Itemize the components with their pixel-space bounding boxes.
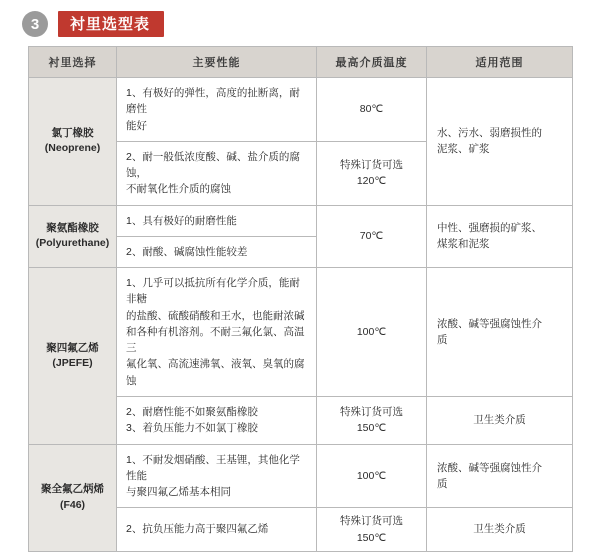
temperature-cell: 100℃ (317, 444, 427, 508)
step-badge: 3 (22, 11, 48, 37)
scope-cell: 水、污水、弱磨损性的 泥浆、矿浆 (427, 78, 573, 206)
performance-cell: 2、耐磨性能不如聚氨酯橡胶 3、着负压能力不如氯丁橡胶 (117, 396, 317, 444)
temperature-cell: 70℃ (317, 205, 427, 268)
page-title: 衬里选型表 (70, 15, 151, 33)
performance-cell: 1、具有极好的耐磨性能 (117, 205, 317, 236)
table-body (29, 78, 573, 552)
table-header-row (29, 47, 573, 78)
column-header-temperature: 最高介质温度 (317, 47, 427, 78)
table-row (29, 78, 573, 142)
scope-cell: 卫生类介质 (427, 508, 573, 552)
section-header (0, 0, 600, 36)
column-header-performance: 主要性能 (117, 47, 317, 78)
performance-cell: 1、有极好的弹性，高度的扯断离，耐磨性 能好 (117, 78, 317, 142)
lining-name-f46: 聚全氟乙炳烯 (F46) (29, 444, 117, 551)
scope-cell: 中性、强磨损的矿浆、 煤浆和泥浆 (427, 205, 573, 268)
temperature-cell: 100℃ (317, 268, 427, 397)
scope-cell: 卫生类介质 (427, 396, 573, 444)
performance-cell: 2、耐酸、碱腐蚀性能较差 (117, 236, 317, 267)
temperature-cell: 80℃ (317, 78, 427, 142)
temperature-cell: 特殊订货可选 150℃ (317, 396, 427, 444)
table-row (29, 444, 573, 508)
performance-cell: 1、几乎可以抵抗所有化学介质，能耐非糖 的盐酸、硫酸硝酸和王水，也能耐浓碱 和各种有机溶剂。不耐三氟化氯、高温三 氟化氧、高流速沸氧、液氧、臭氧的腐蚀 (117, 268, 317, 397)
table-row (29, 205, 573, 236)
lining-selection-table (28, 46, 573, 552)
lining-name-jpefe: 聚四氟乙烯 (JPEFE) (29, 268, 117, 444)
performance-cell: 2、抗负压能力高于聚四氟乙烯 (117, 508, 317, 552)
column-header-scope: 适用范围 (427, 47, 573, 78)
section-title-bar (58, 11, 164, 37)
performance-cell: 2、耐一般低浓度酸、碱、盐介质的腐蚀， 不耐氧化性介质的腐蚀 (117, 141, 317, 205)
lining-name-polyurethane: 聚氨酯橡胶 (Polyurethane) (29, 205, 117, 268)
scope-cell: 浓酸、碱等强腐蚀性介 质 (427, 444, 573, 508)
lining-name-neoprene: 氯丁橡胶 (Neoprene) (29, 78, 117, 206)
column-header-lining: 衬里选择 (29, 47, 117, 78)
temperature-cell: 特殊订货可选 150℃ (317, 508, 427, 552)
performance-cell: 1、不耐发烟硝酸、王基锂，其他化学性能 与聚四氟乙烯基本相同 (117, 444, 317, 508)
table-head (29, 47, 573, 78)
temperature-cell: 特殊订货可选 120℃ (317, 141, 427, 205)
table-row (29, 268, 573, 397)
scope-cell: 浓酸、碱等强腐蚀性介 质 (427, 268, 573, 397)
table-container (0, 36, 600, 552)
